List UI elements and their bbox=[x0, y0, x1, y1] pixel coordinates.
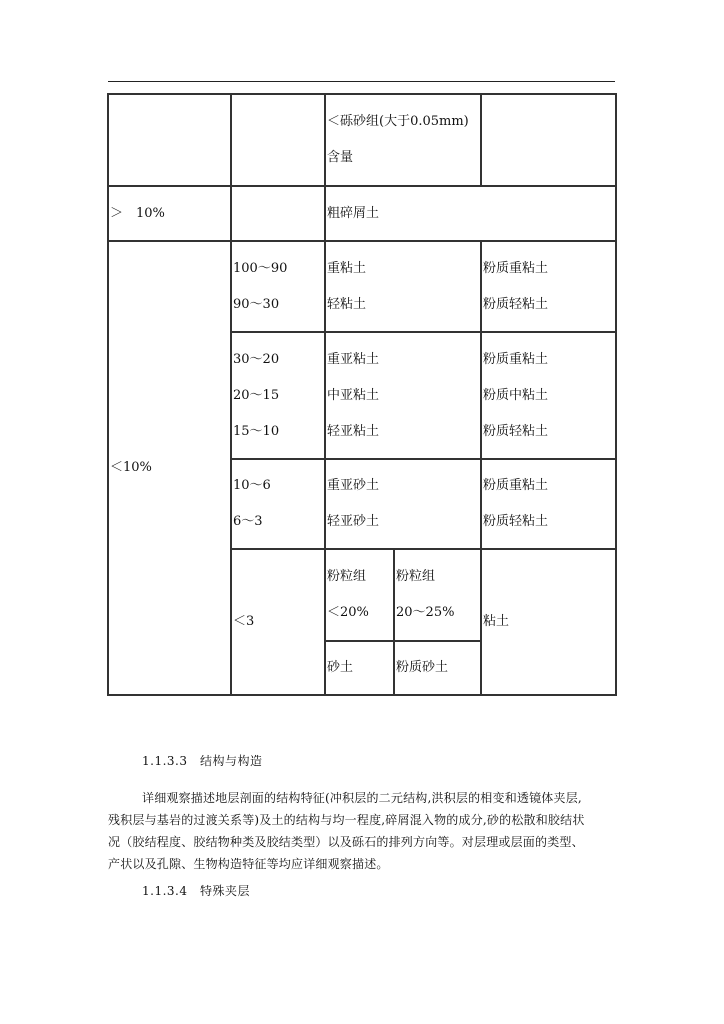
soil-name: 轻亚粘土 bbox=[327, 423, 380, 439]
silty-soil-name: 粉质重粘土 bbox=[483, 478, 549, 493]
silty-name-cell bbox=[481, 241, 616, 332]
table-row bbox=[108, 241, 616, 332]
silty-soil-name: 粉质轻粘土 bbox=[483, 296, 549, 312]
soil-name: 重粘土 bbox=[327, 260, 367, 276]
range-value: 20～15 bbox=[233, 387, 280, 403]
gt10-label: ＞ 10% bbox=[108, 186, 231, 241]
soil-name: 轻亚砂土 bbox=[327, 514, 380, 529]
clay-cell: 粘土 bbox=[481, 549, 616, 695]
silt-group-label: 粉粒组 bbox=[327, 569, 367, 584]
silty-soil-name: 粉质重粘土 bbox=[483, 351, 549, 367]
range-value: 6～3 bbox=[233, 514, 263, 529]
range-value: 100～90 bbox=[233, 260, 288, 276]
paragraph bbox=[108, 787, 616, 875]
coarse-debris-soil: 粗碎屑土 bbox=[325, 186, 616, 241]
range-cell bbox=[231, 241, 325, 332]
lt10-label: ＜10% bbox=[108, 241, 231, 695]
range-cell bbox=[231, 459, 325, 549]
lt3-range: ＜3 bbox=[231, 549, 325, 695]
table-row bbox=[108, 186, 616, 241]
soil-name-cell bbox=[325, 459, 481, 549]
range-value: 90～30 bbox=[233, 296, 280, 312]
silty-name-cell bbox=[481, 459, 616, 549]
paragraph-line: 残积层与基岩的过渡关系等)及土的结构与均一程度,碎屑混入物的成分,砂的松散和胶结状 bbox=[108, 813, 585, 827]
paragraph-line: 详细观察描述地层剖面的结构特征(冲积层的二元结构,洪积层的相变和透镜体夹层, bbox=[142, 791, 582, 805]
silt-group-value: 20～25% bbox=[396, 605, 455, 620]
paragraph-line: 况（胶结程度、胶结物种类及胶结类型）以及砾石的排列方向等。对层理或层面的类型、 bbox=[108, 835, 584, 849]
range-value: 10～6 bbox=[233, 478, 271, 493]
range-value: 15～10 bbox=[233, 423, 280, 439]
soil-name: 轻粘土 bbox=[327, 296, 367, 312]
soil-name: 重亚粘土 bbox=[327, 351, 380, 367]
paragraph-line: 产状以及孔隙、生物构造特征等均应详细观察描述。 bbox=[108, 857, 389, 871]
top-rule bbox=[108, 81, 615, 82]
silty-soil-name: 粉质重粘土 bbox=[483, 260, 549, 276]
table-cell bbox=[108, 94, 231, 186]
soil-name-cell bbox=[325, 332, 481, 459]
silty-sand-cell: 粉质砂土 bbox=[394, 641, 481, 695]
silt-high-cell bbox=[394, 549, 481, 641]
range-cell bbox=[231, 332, 325, 459]
gravel-sand-header-cell bbox=[325, 94, 481, 186]
table-cell bbox=[231, 94, 325, 186]
table-cell bbox=[481, 94, 616, 186]
soil-name: 重亚砂土 bbox=[327, 478, 380, 493]
header-line: 含量 bbox=[327, 150, 354, 165]
soil-classification-table bbox=[107, 93, 617, 696]
sand-cell: 砂土 bbox=[325, 641, 394, 695]
silty-soil-name: 粉质轻粘土 bbox=[483, 514, 549, 529]
soil-name-cell bbox=[325, 241, 481, 332]
table-cell bbox=[231, 186, 325, 241]
range-value: 30～20 bbox=[233, 351, 280, 367]
table-row bbox=[108, 94, 616, 186]
silty-soil-name: 粉质中粘土 bbox=[483, 387, 549, 403]
section-heading: 1.1.3.4 特殊夹层 bbox=[142, 884, 250, 898]
silty-name-cell bbox=[481, 332, 616, 459]
silt-group-label: 粉粒组 bbox=[396, 569, 436, 584]
silt-group-value: ＜20% bbox=[327, 605, 369, 620]
header-line: ＜砾砂组(大于0.05mm) bbox=[327, 114, 469, 129]
section-heading: 1.1.3.3 结构与构造 bbox=[142, 754, 263, 768]
soil-name: 中亚粘土 bbox=[327, 387, 380, 403]
silt-low-cell bbox=[325, 549, 394, 641]
silty-soil-name: 粉质轻粘土 bbox=[483, 423, 549, 439]
